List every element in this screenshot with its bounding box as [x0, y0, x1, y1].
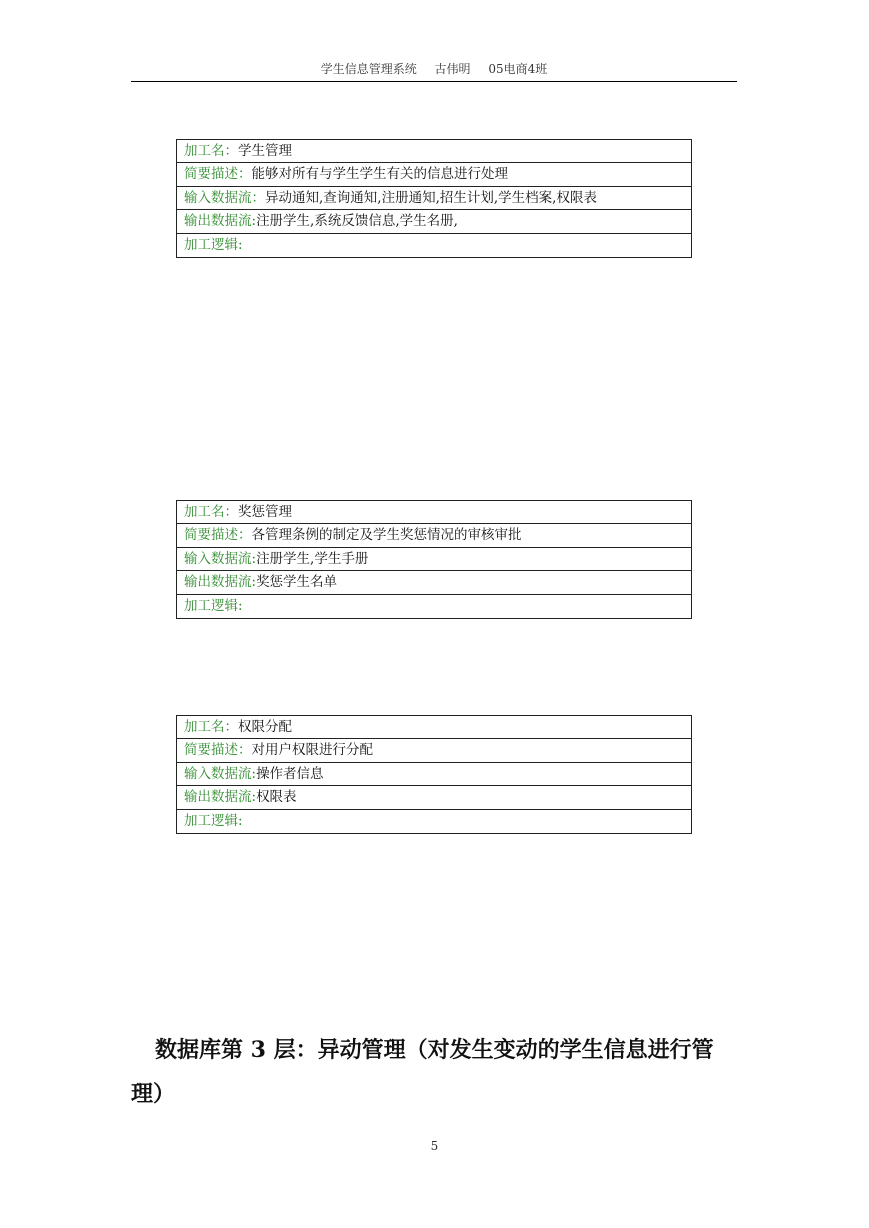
process-name-row [177, 716, 691, 739]
output-flow-label: 输出数据流: [184, 789, 257, 806]
input-flow-value: 操作者信息 [256, 765, 324, 782]
description-label: 简要描述： [184, 166, 252, 183]
process-logic-row [177, 810, 691, 833]
output-flow-row [177, 571, 691, 594]
output-flow-row [177, 786, 691, 809]
input-flow-label: 输入数据流: [184, 550, 257, 567]
input-flow-label: 输入数据流: [184, 765, 257, 782]
process-name-row [177, 140, 691, 163]
output-flow-label: 输出数据流: [184, 213, 257, 230]
process-box-student-management [176, 139, 692, 258]
description-value: 各管理条例的制定及学生奖惩情况的审核审批 [251, 527, 522, 544]
description-label: 简要描述： [184, 742, 252, 759]
output-flow-label: 输出数据流: [184, 574, 257, 591]
output-flow-value: 权限表 [256, 789, 297, 806]
process-box-permission-assignment [176, 715, 692, 834]
process-logic-label: 加工逻辑: [184, 812, 243, 829]
header-class: 05电商4班 [488, 62, 548, 76]
description-value: 能够对所有与学生学生有关的信息进行处理 [251, 166, 508, 183]
page-header [131, 60, 737, 82]
input-flow-row [177, 187, 691, 210]
input-flow-label: 输入数据流： [184, 189, 265, 206]
process-name-label: 加工名： [184, 143, 238, 159]
input-flow-value: 异动通知,查询通知,注册通知,招生计划,学生档案,权限表 [265, 189, 597, 206]
description-label: 简要描述： [184, 527, 252, 544]
output-flow-value: 注册学生,系统反馈信息,学生名册, [256, 213, 458, 230]
section-heading: 数据库第 3 层：异动管理（对发生变动的学生信息进行管理） [131, 1037, 714, 1107]
description-row [177, 524, 691, 547]
description-value: 对用户权限进行分配 [251, 742, 373, 759]
process-name-value: 权限分配 [238, 719, 292, 735]
process-logic-row [177, 234, 691, 257]
process-name-value: 学生管理 [238, 143, 292, 159]
header-author: 古伟明 [434, 62, 471, 76]
description-row [177, 163, 691, 186]
header-system-name: 学生信息管理系统 [320, 62, 417, 76]
process-name-label: 加工名： [184, 504, 238, 520]
page-number: 5 [430, 1139, 439, 1153]
process-name-row [177, 501, 691, 524]
process-name-value: 奖惩管理 [238, 504, 292, 520]
input-flow-row [177, 763, 691, 786]
description-row [177, 739, 691, 762]
process-box-reward-punishment [176, 500, 692, 619]
process-logic-label: 加工逻辑: [184, 597, 243, 614]
input-flow-row [177, 548, 691, 571]
process-logic-label: 加工逻辑: [184, 236, 243, 253]
process-logic-row [177, 595, 691, 618]
output-flow-row [177, 210, 691, 233]
output-flow-value: 奖惩学生名单 [256, 574, 338, 591]
input-flow-value: 注册学生,学生手册 [256, 550, 369, 567]
process-name-label: 加工名： [184, 719, 238, 735]
